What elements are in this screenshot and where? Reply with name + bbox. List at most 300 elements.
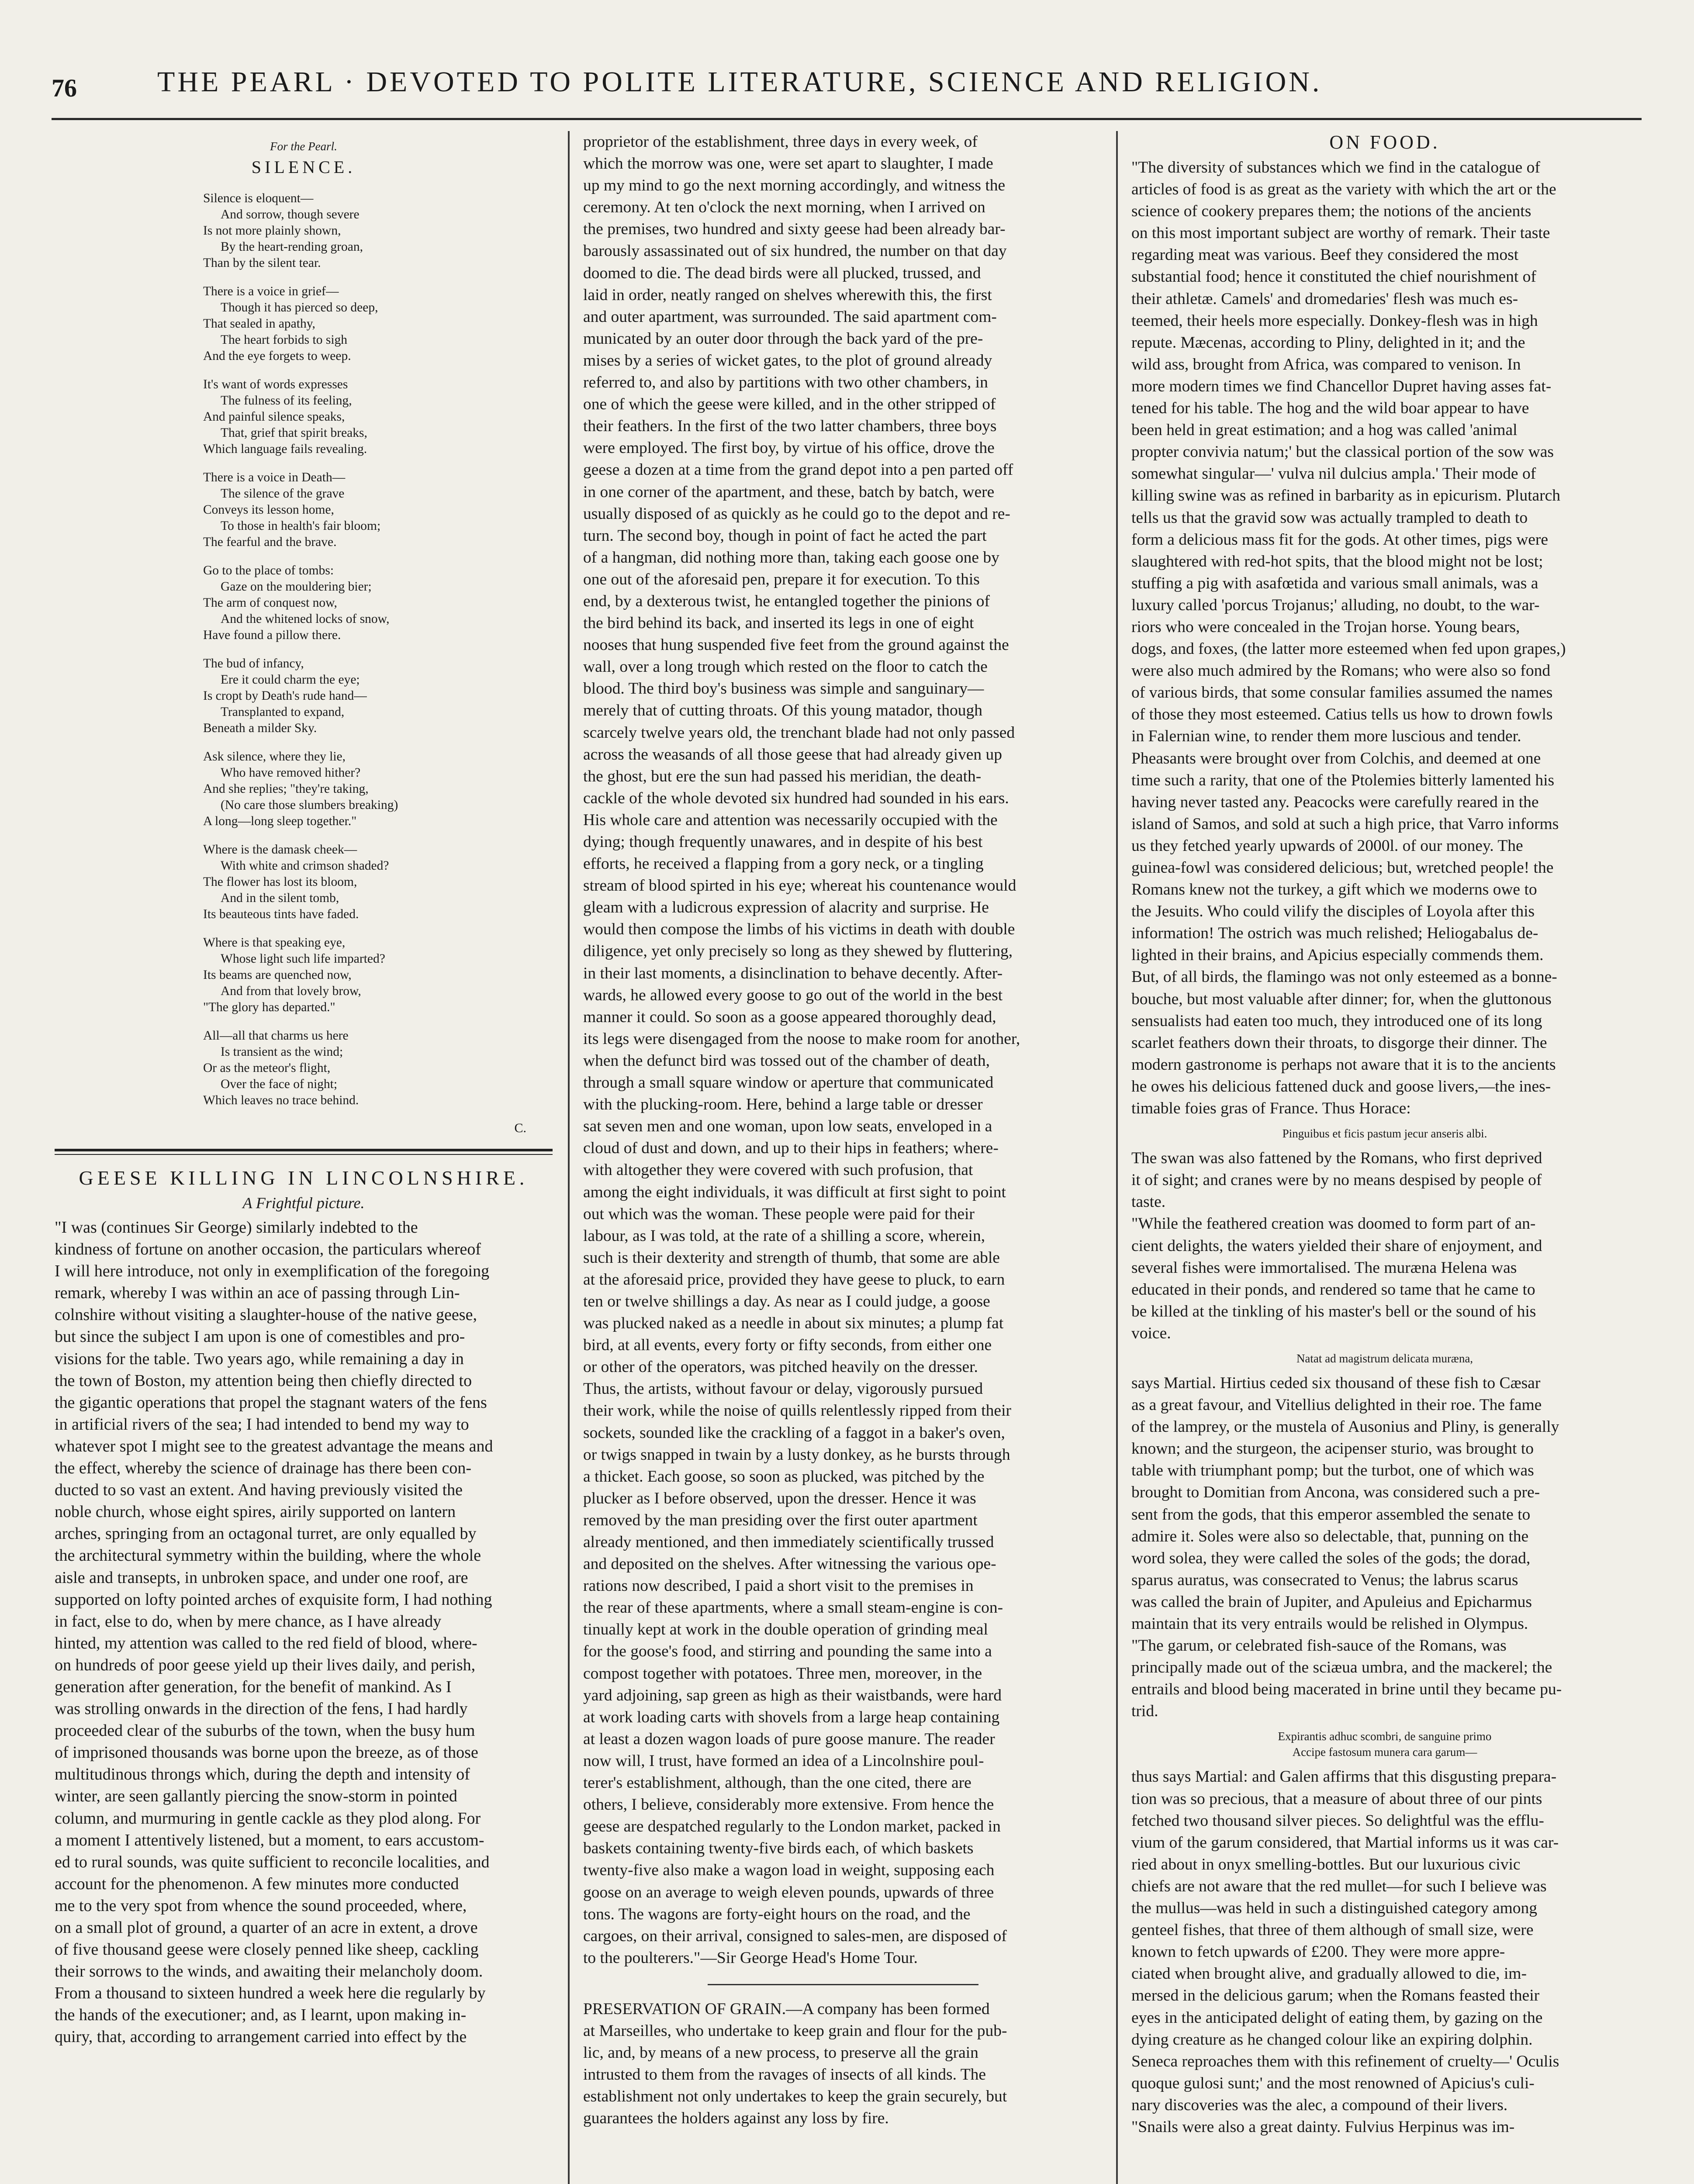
text-line: luxury called 'porcus Trojanus;' alluding, no doubt, to the war-: [1131, 596, 1540, 614]
text-line: terer's establishment, although, than the one cited, there are: [583, 1774, 971, 1792]
poem-line: Its beauteous tints have faded.: [203, 907, 359, 921]
text-line: was plucked naked as a needle in about six minutes; a plump fat: [583, 1314, 1004, 1333]
poem-line: The fearful and the brave.: [203, 535, 337, 549]
text-line: their feathers. In the first of the two latter chambers, three boys: [583, 417, 997, 435]
poem-stanza: [203, 749, 553, 829]
text-line: us they fetched yearly upwards of 2000l. of our money. The: [1131, 836, 1523, 855]
text-line: form a delicious mass fit for the gods. At other times, pigs were: [1131, 530, 1548, 549]
text-line: of five thousand geese were closely penned like sheep, cackling: [55, 1940, 479, 1959]
text-line: kindness of fortune on another occasion, the particulars whereof: [55, 1240, 481, 1259]
text-line: as a great favour, and Vitellius delighted in their roe. The fame: [1131, 1396, 1542, 1414]
text-line: with the plucking-room. Here, behind a large table or dresser: [583, 1095, 983, 1114]
poem-line: Which language fails revealing.: [203, 442, 367, 456]
text-line: "I was (continues Sir George) similarly indebted to the: [55, 1218, 418, 1237]
text-line: and outer apartment, was surrounded. The said apartment com-: [583, 308, 997, 326]
text-line: science of cookery prepares them; the notions of the ancients: [1131, 202, 1532, 221]
text-line: quoque gulosi sunt;' and the most renowned of Apicius's culi-: [1131, 2074, 1535, 2092]
text-line: efforts, he received a flapping from a gory neck, or a tingling: [583, 855, 984, 873]
text-line: already mentioned, and then immediately scientifically trussed: [583, 1533, 994, 1551]
text-line: ed to rural sounds, was quite sufficient to reconcile localities, and: [55, 1852, 490, 1871]
text-line: of a hangman, did nothing more than, taking each goose one by: [583, 548, 999, 567]
text-line: the premises, two hundred and sixty geese had been already bar-: [583, 220, 1006, 238]
text-line: at work loading carts with shovels from a large heap containing: [583, 1708, 1000, 1726]
text-line: laid in order, neatly ranged on shelves wherewith this, the first: [583, 286, 992, 304]
text-line: wall, over a long trough which rested on the floor to catch the: [583, 658, 988, 676]
text-line: remark, whereby I was within an ace of passing through Lin-: [55, 1284, 460, 1303]
quote-line: Accipe fastosum munera cara garum—: [1292, 1745, 1477, 1759]
text-line: removed by the man presiding over the first outer apartment: [583, 1511, 978, 1529]
text-line: more modern times we find Chancellor Dupret having asses fat-: [1131, 377, 1552, 395]
text-line: of various birds, that some consular families assumed the names: [1131, 684, 1553, 702]
text-line: the hands of the executioner; and, as I learnt, upon making in-: [55, 2006, 467, 2025]
text-line: mises by a series of wicket gates, to the plot of ground already: [583, 351, 992, 370]
poem-line: Gaze on the mouldering bier;: [221, 580, 372, 594]
text-line: bouche, but most valuable after dinner; for, when the gluttonous: [1131, 990, 1552, 1008]
poem-line: Conveys its lesson home,: [203, 503, 334, 517]
poem-line: The fulness of its feeling,: [221, 394, 352, 408]
text-line: sent from the gods, that this emperor assembled the senate to: [1131, 1505, 1531, 1524]
text-line: doomed to die. The dead birds were all plucked, trussed, and: [583, 264, 981, 282]
text-line: guarantees the holders against any loss by fire.: [583, 2109, 889, 2128]
column-rule: [568, 131, 570, 2184]
text-line: colnshire without visiting a slaughter-house of the native geese,: [55, 1306, 477, 1324]
text-line: voice.: [1131, 1324, 1171, 1342]
text-line: dying creature as he changed colour like an expiring dolphin.: [1131, 2030, 1533, 2049]
text-line: entrails and blood being macerated in brine until they became pu-: [1131, 1680, 1562, 1699]
text-line: multitudinous throngs which, during the depth and intensity of: [55, 1765, 470, 1784]
text-line: modern gastronome is perhaps not aware that it is to the ancients: [1131, 1055, 1556, 1074]
text-line: the mullus—was held in such a distinguished category among: [1131, 1899, 1538, 1918]
text-line: be killed at the tinkling of his master's bell or the sound of his: [1131, 1302, 1536, 1320]
text-line: up my mind to go the next morning accordingly, and witness the: [583, 176, 1006, 195]
food-article-title: ON FOOD.: [1329, 131, 1440, 153]
text-line: among the eight individuals, it was difficult at first sight to point: [583, 1183, 1006, 1201]
text-line: compost together with potatoes. Three men, moreover, in the: [583, 1664, 982, 1683]
text-line: scarlet feathers down their throats, to disgorge their dinner. The: [1131, 1033, 1547, 1052]
text-line: Romans knew not the turkey, a gift which we moderns owe to: [1131, 881, 1537, 899]
text-line: turn. The second boy, though in point of fact he acted the part: [583, 526, 987, 545]
text-line: me to the very spot from whence the sound proceeded, where,: [55, 1896, 467, 1915]
text-line: which the morrow was one, were set apart to slaughter, I made: [583, 155, 993, 173]
text-line: known; and the sturgeon, the acipenser sturio, was brought to: [1131, 1440, 1534, 1458]
text-line: such is their dexterity and strength of thumb, that some are able: [583, 1248, 1000, 1267]
text-line: goose on an average to weigh eleven pounds, upwards of three: [583, 1883, 994, 1901]
text-line: hinted, my attention was called to the red field of blood, where-: [55, 1634, 477, 1652]
text-line: barously assassinated out of six hundred, the number on that day: [583, 242, 1007, 260]
text-line: intrusted to them from the ravages of insects of all kinds. The: [583, 2066, 986, 2084]
text-line: account for the phenomenon. A few minutes more conducted: [55, 1874, 459, 1893]
text-line: noble church, whose eight spires, airily supported on lantern: [55, 1503, 456, 1521]
text-line: establishment not only undertakes to keep the grain securely, but: [583, 2087, 1007, 2106]
article-title: GEESE KILLING IN LINCOLNSHIRE.: [79, 1167, 529, 1189]
text-line: at Marseilles, who undertake to keep grain and flour for the pub-: [583, 2022, 1007, 2040]
text-line: But, of all birds, the flamingo was not only esteemed as a bonne-: [1131, 968, 1557, 986]
text-line: thus says Martial: and Galen affirms that this disgusting prepara-: [1131, 1768, 1557, 1786]
text-line: and deposited on the shelves. After witnessing the various ope-: [583, 1555, 996, 1573]
text-line: when the defunct bird was tossed out of the chamber of death,: [583, 1051, 990, 1070]
text-line: merely that of cutting throats. Of this young matador, though: [583, 702, 982, 720]
text-line: it of sight; and cranes were by no means despised by people of: [1131, 1171, 1542, 1189]
text-line: killing swine was as refined in barbarity as in epicurism. Plutarch: [1131, 487, 1561, 505]
text-line: cargoes, on their arrival, consigned to sales-men, are disposed of: [583, 1927, 1007, 1945]
text-line: ried about in onyx smelling-bottles. But our luxurious civic: [1131, 1855, 1521, 1873]
text-line: in artificial rivers of the sea; I had intended to bend my way to: [55, 1415, 469, 1434]
poem-line: That sealed in apathy,: [203, 317, 315, 331]
text-line: quiry, that, according to arrangement carried into effect by the: [55, 2028, 467, 2046]
text-line: propter convivia natum;' but the classical portion of the sow was: [1131, 443, 1554, 461]
text-line: mersed in the delicious garum; when the Romans feasted their: [1131, 1987, 1540, 2005]
text-line: tened for his table. The hog and the wild boar appear to have: [1131, 399, 1529, 418]
text-line: through a small square window or aperture that communicated: [583, 1074, 994, 1092]
text-line: the gigantic operations that propel the stagnant waters of the fens: [55, 1393, 487, 1412]
text-line: the rear of these apartments, where a small steam-engine is con-: [583, 1599, 1003, 1617]
poem-source: For the Pearl.: [270, 140, 337, 153]
poem-stanza: [203, 377, 553, 457]
text-line: their sorrows to the winds, and awaiting their melancholy doom.: [55, 1962, 483, 1981]
text-line: wards, he allowed every goose to go out of the world in the best: [583, 986, 1003, 1004]
text-line: of those they most esteemed. Catius tells us how to drown fowls: [1131, 705, 1553, 724]
poem-line: There is a voice in grief—: [203, 284, 339, 298]
text-line: rations now described, I paid a short visit to the premises in: [583, 1577, 974, 1595]
text-line: tons. The wagons are forty-eight hours on the road, and the: [583, 1905, 971, 1923]
text-line: several fishes were immortalised. The muræna Helena was: [1131, 1258, 1517, 1277]
poem-line: Where is that speaking eye,: [203, 936, 346, 950]
text-line: he owes his delicious fattened duck and goose livers,—the ines-: [1131, 1077, 1551, 1095]
poem-line: The flower has lost its bloom,: [203, 875, 357, 889]
masthead: THE PEARL · DEVOTED TO POLITE LITERATURE, SCIENCE AND RELIGION.: [157, 66, 1322, 98]
poem-line: Transplanted to expand,: [221, 705, 345, 719]
poem-title: SILENCE.: [251, 157, 356, 177]
article-text: [1131, 157, 1638, 1120]
poem-line: And she replies; "they're taking,: [203, 782, 369, 796]
poem-line: Beneath a milder Sky.: [203, 721, 317, 735]
poem-line: That, grief that spirit breaks,: [221, 426, 367, 440]
text-line: of imprisoned thousands was borne upon the breeze, as of those: [55, 1743, 478, 1762]
text-line: Pheasants were brought over from Colchis, and deemed at one: [1131, 749, 1541, 767]
text-line: lic, and, by means of a new process, to preserve all the grain: [583, 2044, 978, 2062]
text-line: eyes in the anticipated delight of eating them, by gazing on the: [1131, 2008, 1543, 2027]
poem-line: The heart forbids to sigh: [221, 333, 348, 347]
text-line: with altogether they were covered with such profusion, that: [583, 1161, 973, 1179]
text-line: brought to Domitian from Ancona, was considered such a pre-: [1131, 1483, 1540, 1502]
text-line: of the lamprey, or the mustela of Ausonius and Pliny, is generally: [1131, 1418, 1559, 1436]
text-line: visions for the table. Two years ago, while remaining a day in: [55, 1349, 464, 1368]
text-line: timable foies gras of France. Thus Horace:: [1131, 1099, 1411, 1118]
poem-line: Is cropt by Death's rude hand—: [203, 689, 367, 703]
poem-line: Whose light such life imparted?: [221, 952, 385, 966]
text-line: proceeded clear of the suburbs of the town, when the busy hum: [55, 1721, 475, 1740]
text-line: slaughtered with red-hot spits, that the blood might not be lost;: [1131, 552, 1543, 570]
poem-line: All—all that charms us here: [203, 1029, 349, 1043]
text-line: I will here introduce, not only in exemplification of the foregoing: [55, 1262, 490, 1281]
text-line: "The diversity of substances which we find in the catalogue of: [1131, 159, 1540, 176]
text-line: were also much admired by the Romans; who were also so fond: [1131, 662, 1551, 680]
poem-stanza: [203, 656, 553, 736]
poem-stanza: [203, 190, 553, 271]
text-line: end, by a dexterous twist, he entangled together the pinions of: [583, 592, 990, 610]
masthead-rule: [52, 118, 1642, 120]
text-line: twenty-five also make a wagon load in weight, supposing each: [583, 1861, 995, 1880]
poem-line: Which leaves no trace behind.: [203, 1093, 359, 1107]
poem-line: Have found a pillow there.: [203, 628, 341, 642]
text-line: would then compose the limbs of his victims in death with double: [583, 920, 1015, 939]
poem-line: A long—long sleep together.": [203, 814, 357, 828]
poem-line: Than by the silent tear.: [203, 256, 321, 270]
text-line: plucker as I before observed, upon the dresser. Hence it was: [583, 1489, 976, 1507]
text-line: on hundreds of poor geese yield up their lives daily, and perish,: [55, 1655, 476, 1674]
text-line: ducted to so vast an extent. And having previously visited the: [55, 1481, 463, 1500]
text-line: at least a dozen wagon loads of pure goose manure. The reader: [583, 1730, 995, 1748]
text-line: or twigs snapped in twain by a lusty donkey, as he bursts through: [583, 1445, 1010, 1464]
text-line: cackle of the whole devoted six hundred had sounded in his ears.: [583, 789, 1009, 807]
text-line: the bird behind its back, and inserted its legs in one of eight: [583, 614, 974, 632]
text-line: was strolling onwards in the direction of the fens, I had hardly: [55, 1700, 468, 1718]
text-line: articles of food is as great as the variety with which the art or the: [1131, 180, 1556, 199]
text-line: was called the brain of Jupiter, and Apuleius and Epicharmus: [1131, 1593, 1532, 1611]
text-line: table with triumphant pomp; but the turbot, one of which was: [1131, 1462, 1534, 1480]
article-text: [55, 1216, 553, 2048]
column-rule: [1116, 131, 1118, 2184]
poem-line: Though it has pierced so deep,: [221, 301, 378, 314]
text-line: having never tasted any. Peacocks were carefully reared in the: [1131, 793, 1539, 811]
text-line: somewhat singular—' vulva nil dulcius ampla.' Their mode of: [1131, 465, 1536, 483]
text-line: dogs, and foxes, (the latter more esteemed when fed upon grapes,): [1131, 640, 1566, 658]
poem-line: With white and crimson shaded?: [221, 859, 389, 873]
text-line: column, and murmuring in gentle cackle as they plod along. For: [55, 1809, 481, 1828]
poem-line: Who have removed hither?: [221, 766, 361, 780]
text-line: the effect, whereby the science of drainage has there been con-: [55, 1459, 472, 1478]
text-line: ten or twelve shillings a day. As near as I could judge, a goose: [583, 1292, 990, 1310]
text-line: cloud of dust and down, and up to their hips in feathers; where-: [583, 1139, 999, 1158]
text-line: the Jesuits. Who could vilify the disciples of Loyola after this: [1131, 902, 1535, 921]
text-line: the ghost, but ere the sun had passed his meridian, the death-: [583, 767, 982, 785]
text-line: "Snails were also a great dainty. Fulvius Herpinus was im-: [1131, 2118, 1515, 2136]
text-line: in fact, else to do, when by mere chance, as I have already: [55, 1612, 442, 1631]
text-line: tells us that the gravid sow was actually trampled to death to: [1131, 508, 1528, 527]
text-line: information! The ostrich was much relished; Heliogabalus de-: [1131, 924, 1538, 943]
text-line: their athletæ. Camels' and dromedaries' flesh was much es-: [1131, 290, 1518, 308]
text-line: PRESERVATION OF GRAIN.—A company has been formed: [583, 2000, 990, 2018]
text-line: tinually kept at work in the double operation of grinding meal: [583, 1621, 988, 1639]
text-line: a moment I attentively listened, but a moment, to ears accustom-: [55, 1831, 484, 1849]
text-line: substantial food; hence it constituted the chief nourishment of: [1131, 268, 1536, 286]
text-line: one out of the aforesaid pen, prepare it for execution. To this: [583, 570, 980, 588]
article-text: [1131, 1147, 1638, 1344]
text-line: in their last moments, a disinclination to behave decently. After-: [583, 964, 1003, 982]
text-line: time such a rarity, that one of the Ptolemies bitterly lamented his: [1131, 771, 1555, 789]
text-line: to the poulterers."—Sir George Head's Home Tour.: [583, 1949, 918, 1967]
text-line: fetched two thousand silver pieces. So delightful was the efflu-: [1131, 1811, 1544, 1830]
text-line: Thus, the artists, without favour or delay, vigorously pursued: [583, 1380, 983, 1398]
text-line: manner it could. So soon as a goose appeared thoroughly dead,: [583, 1008, 996, 1026]
poem-line: To those in health's fair bloom;: [221, 519, 381, 533]
latin-quote: Pinguibus et ficis pastum jecur anseris albi.: [1282, 1127, 1487, 1140]
text-line: diligence, yet only precisely so long as they shewed by fluttering,: [583, 942, 1013, 961]
text-line: whatever spot I might see to the greatest advantage the means and: [55, 1437, 493, 1455]
text-line: its legs were disengaged from the noose to make room for another,: [583, 1030, 1020, 1048]
text-line: others, I believe, considerably more extensive. From hence the: [583, 1796, 994, 1814]
poem-line: The arm of conquest now,: [203, 596, 337, 610]
text-line: sockets, sounded like the crackling of a faggot in a baker's oven,: [583, 1424, 1005, 1442]
poem-line: The bud of infancy,: [203, 657, 304, 670]
text-line: the town of Boston, my attention being then chiefly directed to: [55, 1371, 472, 1390]
text-line: guinea-fowl was considered delicious; but, wretched people! the: [1131, 859, 1554, 877]
text-line: sparus auratus, was consecrated to Venus; the labrus scarus: [1131, 1571, 1518, 1589]
poem-stanza: [203, 842, 553, 923]
text-line: baskets containing twenty-five birds each, of which baskets: [583, 1839, 974, 1858]
poem-line: Is not more plainly shown,: [203, 224, 341, 238]
poem-line: And in the silent tomb,: [221, 891, 339, 905]
text-line: aisle and transepts, in unbroken space, and under one roof, are: [55, 1568, 468, 1587]
poem-line: And the whitened locks of snow,: [221, 612, 390, 626]
text-line: generation after generation, for the benefit of mankind. As I: [55, 1677, 452, 1696]
poem-stanza: [203, 1028, 553, 1109]
text-line: trid.: [1131, 1702, 1158, 1721]
text-line: supported on lofty pointed arches of exquisite form, I had nothing: [55, 1590, 492, 1609]
text-line: dying; though frequently unawares, and in despite of his best: [583, 833, 983, 851]
text-line: ciated when brought alive, and gradually allowed to die, im-: [1131, 1965, 1527, 1983]
text-line: repute. Mæcenas, according to Pliny, delighted in it; and the: [1131, 333, 1525, 352]
poem-line: Go to the place of tombs:: [203, 563, 334, 577]
text-line: on this most important subject are worthy of remark. Their taste: [1131, 224, 1550, 242]
text-line: bird, at all events, every forty or fifty seconds, from either one: [583, 1336, 992, 1355]
text-line: been held in great estimation; and a hog was called 'animal: [1131, 421, 1518, 439]
text-line: says Martial. Hirtius ceded six thousand of these fish to Cæsar: [1131, 1374, 1541, 1392]
text-line: blood. The third boy's business was simple and sanguinary—: [583, 680, 984, 698]
text-line: nary discoveries was the alec, a compound of their livers.: [1131, 2096, 1508, 2114]
page-number: 76: [52, 74, 77, 102]
text-line: cient delights, the waters yielded their share of enjoyment, and: [1131, 1237, 1542, 1255]
text-line: His whole care and attention was necessarily occupied with the: [583, 811, 998, 829]
text-line: labour, as I was told, at the rate of a shilling a score, wherein,: [583, 1227, 985, 1245]
text-line: or other of the operators, was pitched heavily on the dresser.: [583, 1358, 978, 1376]
column-1: [55, 131, 553, 2184]
text-line: nooses that hung suspended five feet from the ground against the: [583, 636, 1009, 654]
text-line: riors who were concealed in the Trojan horse. Young bears,: [1131, 618, 1520, 636]
text-line: lighted in their brains, and Apicius especially commends them.: [1131, 946, 1544, 964]
text-line: the architectural symmetry within the building, where the whole: [55, 1546, 481, 1565]
poem-signature: C.: [514, 1121, 526, 1135]
text-line: chiefs are not aware that the red mullet—for such I believe was: [1131, 1877, 1547, 1895]
poem-line: By the heart-rending groan,: [221, 240, 363, 254]
text-line: yard adjoining, sap green as high as their waistbands, were hard: [583, 1686, 1002, 1704]
poem-line: And painful silence speaks,: [203, 410, 345, 424]
column-2: [583, 131, 1103, 2184]
text-line: now will, I trust, have formed an idea of a Lincolnshire poul-: [583, 1752, 984, 1770]
text-line: referred to, and also by partitions with two other chambers, in: [583, 373, 988, 392]
section-divider: [708, 1984, 978, 1985]
text-line: across the weasands of all those geese that had already given up: [583, 745, 1003, 764]
poem-line: And sorrow, though severe: [221, 207, 360, 221]
text-line: proprietor of the establishment, three days in every week, of: [583, 133, 978, 151]
poem-line: Ere it could charm the eye;: [221, 673, 360, 687]
poem-line: Where is the damask cheek—: [203, 843, 357, 857]
quote-line: Expirantis adhuc scombri, de sanguine primo: [1278, 1730, 1492, 1743]
text-line: scarcely twelve years old, the trenchant blade had not only passed: [583, 723, 1015, 742]
text-line: sat seven men and one woman, upon low seats, enveloped in a: [583, 1117, 992, 1136]
poem-line: The silence of the grave: [221, 487, 345, 501]
grain-notice: [583, 1998, 1103, 2130]
text-line: Seneca reproaches them with this refinement of cruelty—' Oculis: [1131, 2052, 1559, 2070]
text-line: vium of the garum considered, that Martial informs us it was car-: [1131, 1833, 1559, 1852]
text-line: geese are despatched regularly to the London market, packed in: [583, 1818, 1001, 1836]
poem-line: "The glory has departed.": [203, 1000, 335, 1014]
text-line: taste.: [1131, 1193, 1166, 1211]
text-line: teemed, their heels more especially. Donkey-flesh was in high: [1131, 311, 1538, 330]
text-line: gleam with a ludicrous expression of alacrity and surprise. He: [583, 898, 989, 917]
text-line: at the aforesaid price, provided they have geese to pluck, to earn: [583, 1270, 1005, 1289]
text-line: winter, are seen gallantly piercing the snow-storm in pointed: [55, 1787, 457, 1806]
poem-line: Or as the meteor's flight,: [203, 1061, 331, 1075]
poem-line: Silence is eloquent—: [203, 191, 314, 205]
text-line: principally made out of the sciæua umbra, and the mackerel; the: [1131, 1659, 1552, 1677]
poem-stanza: [203, 470, 553, 550]
text-line: genteel fishes, that three of them although of small size, were: [1131, 1921, 1534, 1939]
poem-stanza: [203, 563, 553, 643]
poem-line: And from that lovely brow,: [221, 984, 361, 998]
text-line: stream of blood spirted in his eye; whereat his countenance would: [583, 877, 1016, 895]
text-line: "The garum, or celebrated fish-sauce of the Romans, was: [1131, 1637, 1507, 1655]
article-text: [583, 131, 1103, 1969]
text-line: island of Samos, and sold at such a high price, that Varro informs: [1131, 815, 1559, 833]
text-line: word solea, they were called the soles of the gods; the dorad,: [1131, 1549, 1531, 1567]
poem-stanza: [203, 935, 553, 1016]
poem-body: [203, 190, 553, 1109]
text-line: in Falernian wine, to render them more luscious and tender.: [1131, 727, 1521, 746]
text-line: geese a dozen at a time from the grand depot into a pen parted off: [583, 461, 1013, 479]
text-line: but since the subject I am upon is one of comestibles and pro-: [55, 1327, 465, 1346]
latin-quote: Natat ad magistrum delicata muræna,: [1296, 1351, 1473, 1365]
text-line: tion was so precious, that a measure of about three of our pints: [1131, 1790, 1542, 1808]
text-line: a thicket. Each goose, so soon as plucked, was pitched by the: [583, 1467, 985, 1486]
text-line: their work, while the noise of quills relentlessly ripped from their: [583, 1402, 1011, 1420]
article-text: [1131, 1766, 1638, 2138]
text-line: The swan was also fattened by the Romans, who first deprived: [1131, 1149, 1542, 1168]
text-line: out which was the woman. These people were paid for their: [583, 1205, 975, 1223]
poem-line: There is a voice in Death—: [203, 470, 346, 484]
article-subtitle: A Frightful picture.: [242, 1194, 365, 1212]
text-line: "While the feathered creation was doomed to form part of an-: [1131, 1215, 1536, 1233]
text-line: on a small plot of ground, a quarter of an acre in extent, a drove: [55, 1918, 478, 1937]
poem-line: Ask silence, where they lie,: [203, 750, 346, 764]
text-line: usually disposed of as quickly as he could go to the depot and re-: [583, 505, 1010, 523]
poem-line: It's want of words expresses: [203, 377, 348, 391]
text-line: wild ass, brought from Africa, was compared to venison. In: [1131, 355, 1521, 373]
text-line: educated in their ponds, and rendered so tame that he came to: [1131, 1280, 1535, 1299]
text-line: municated by an outer door through the back yard of the pre-: [583, 329, 983, 348]
column-3: [1131, 131, 1638, 2184]
text-line: one of which the geese were killed, and in the other stripped of: [583, 395, 996, 414]
text-line: maintain that its very entrails would be relished in Olympus.: [1131, 1615, 1528, 1633]
text-line: for the goose's food, and stirring and pounding the same into a: [583, 1642, 992, 1661]
text-line: were employed. The first boy, by virtue of his office, drove the: [583, 439, 995, 457]
text-line: From a thousand to sixteen hundred a week here die regularly by: [55, 1984, 486, 2003]
text-line: sensualists had eaten too much, they introduced one of its long: [1131, 1012, 1542, 1030]
latin-quote: [1131, 1728, 1638, 1760]
text-line: known to fetch upwards of £200. They were more appre-: [1131, 1943, 1505, 1961]
text-line: admire it. Soles were also so delectable, that, punning on the: [1131, 1527, 1529, 1545]
poem-line: Over the face of night;: [221, 1077, 338, 1091]
poem-line: (No care those slumbers breaking): [221, 798, 398, 812]
article-text: [1131, 1372, 1638, 1723]
text-line: in one corner of the apartment, and these, batch by batch, were: [583, 483, 995, 501]
poem-line: Its beams are quenched now,: [203, 968, 352, 982]
poem-stanza: [203, 283, 553, 364]
text-line: arches, springing from an octagonal turret, are only equalled by: [55, 1524, 477, 1543]
text-line: ceremony. At ten o'clock the next morning, when I arrived on: [583, 198, 985, 217]
text-line: regarding meat was various. Beef they considered the most: [1131, 246, 1519, 264]
text-line: stuffing a pig with asafœtida and various small animals, was a: [1131, 574, 1538, 592]
